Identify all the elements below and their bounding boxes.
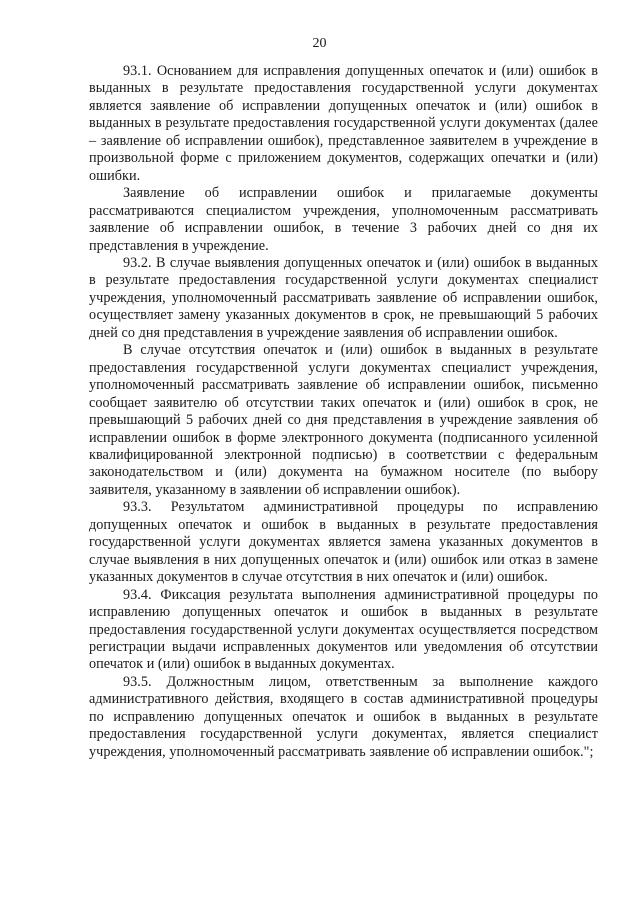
paragraph-93-1: 93.1. Основанием для исправления допущенных опечаток и (или) ошибок в выданных в результате предоставления государственной услуги документах является заявление об исправлении допущенных опечаток и (или) ошибок в выданных в результате предоставления государственной услуги документах (далее – заявление об исправлении ошибок), представленное заявителем в учреждение в произвольной форме с приложением документов, содержащих опечатки и (или) ошибки. (89, 63, 598, 184)
document-body (89, 63, 598, 761)
paragraph-93-2-absence: В случае отсутствия опечаток и (или) ошибок в выданных в результате предоставления государственной услуги документах специалист учреждения, уполномоченный рассматривать заявление об исправлении ошибок, письменно сообщает заявителю об отсутствии таких опечаток и (или) ошибок в срок, не превышающий 5 рабочих дней со дня представления в учреждение заявления об исправлении ошибок в форме электронного документа (подписанного усиленной квалифицированной электронной подписью) в соответствии с федеральным законодательством и (или) документа на бумажном носителе (по выбору заявителя, указанному в заявлении об исправлении ошибок). (89, 342, 598, 498)
paragraph-93-2: 93.2. В случае выявления допущенных опечаток и (или) ошибок в выданных в результате предоставления государственной услуги документах специалист учреждения, уполномоченный рассматривать заявление об исправлении ошибок, осуществляет замену указанных документов в срок, не превышающий 5 рабочих дней со дня представления в учреждение заявления об исправлении ошибок. (89, 254, 598, 341)
page-number: 20 (312, 36, 327, 51)
paragraph-93-5: 93.5. Должностным лицом, ответственным за выполнение каждого административного действия, входящего в состав административной процедуры по исправлению допущенных опечаток и ошибок в выданных в результате предоставления государственной услуги документах, является специалист учреждения, уполномоченный рассматривать заявление об исправлении ошибок."; (89, 673, 598, 760)
paragraph-93-1-review: Заявление об исправлении ошибок и прилагаемые документы рассматриваются специалистом учреждения, уполномоченным рассматривать заявление об исправлении ошибок, в течение 3 рабочих дней со дня их представления в учреждение. (89, 185, 598, 254)
paragraph-93-3: 93.3. Результатом административной процедуры по исправлению допущенных опечаток и ошибок в выданных в результате предоставления государственной услуги документах является замена указанных документов в случае выявления в них допущенных опечаток и (или) ошибок или отказ в замене указанных документов в случае отсутствия в них опечаток и (или) ошибок. (89, 499, 598, 586)
paragraph-93-4: 93.4. Фиксация результата выполнения административной процедуры по исправлению допущенных опечаток и ошибок в выданных в результате предоставления государственной услуги документах осуществляется посредством регистрации выдачи исправленных документов или уведомления об отсутствии опечаток и (или) ошибок в выданных документах. (89, 586, 598, 673)
